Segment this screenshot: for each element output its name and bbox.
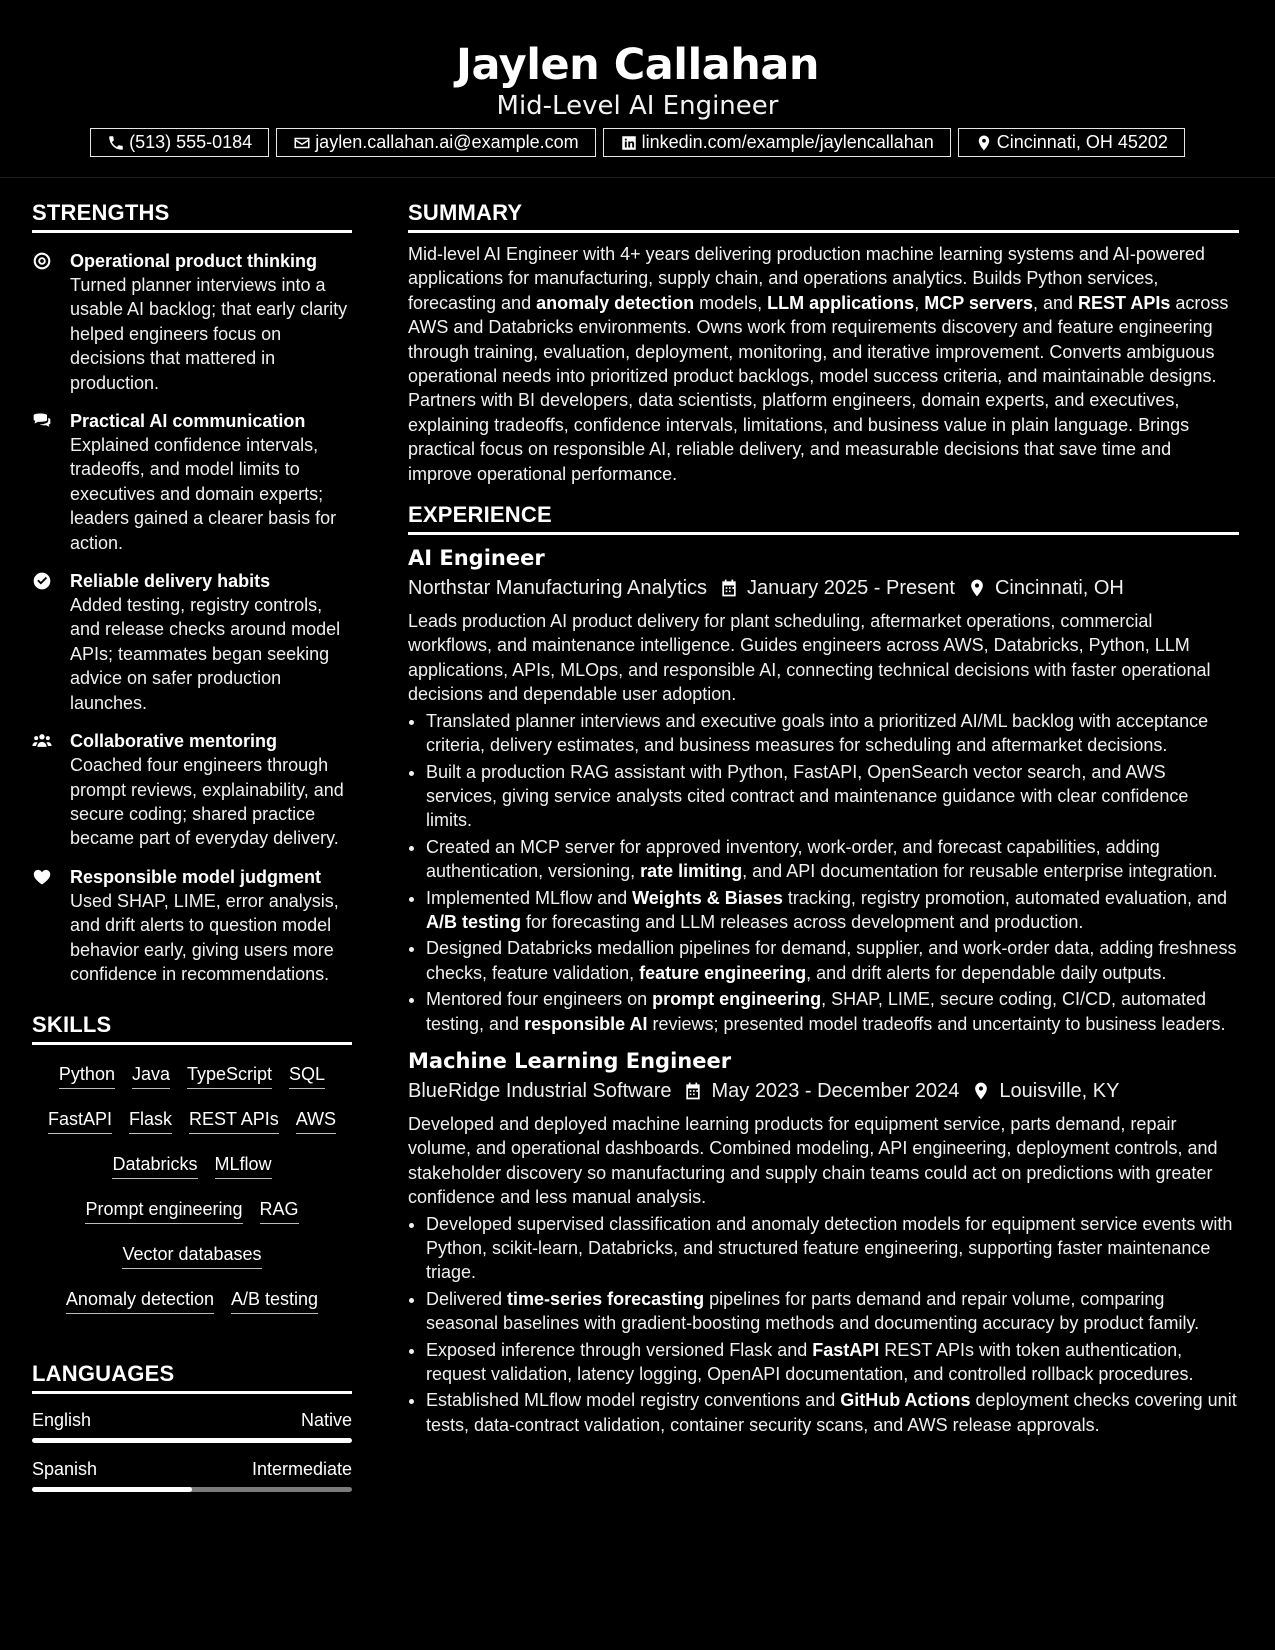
- strength-body: [70, 569, 352, 715]
- bold-text: prompt engineering: [652, 989, 822, 1010]
- job-dates: January 2025 - Present: [747, 577, 955, 600]
- phone-icon: [107, 134, 125, 152]
- email-text: jaylen.callahan.ai@example.com: [315, 132, 579, 152]
- languages-section: [32, 1359, 352, 1492]
- bold-text: REST APIs: [1078, 292, 1171, 313]
- phone-chip[interactable]: [90, 128, 269, 157]
- linkedin-chip[interactable]: [603, 128, 951, 157]
- strength-item: [32, 729, 352, 851]
- target-icon: [32, 251, 52, 271]
- skill-tag: REST APIs: [189, 1108, 279, 1134]
- strength-item: [32, 409, 352, 555]
- skill-tag: RAG: [260, 1198, 299, 1224]
- language-item: [32, 1457, 352, 1492]
- experience-section: [408, 500, 1239, 1437]
- right-column: [408, 198, 1239, 1437]
- job-bullet: • Established MLflow model registry conventions and GitHub Actions deployment checks covering unit tests, data-contract validation, container security scans, and AWS release approvals.: [426, 1388, 1239, 1437]
- strength-body: [70, 409, 352, 555]
- strength-item: [32, 569, 352, 715]
- skill-tag: Java: [132, 1063, 170, 1089]
- candidate-role: Mid-Level AI Engineer: [496, 91, 779, 121]
- language-proficiency-bar: [32, 1487, 352, 1492]
- email-chip[interactable]: [276, 128, 595, 157]
- job-bullets: [408, 1212, 1239, 1438]
- skill-row: [32, 1053, 352, 1098]
- job-bullet: • Implemented MLflow and Weights & Biases tracking, registry promotion, automated evaluation, and A/B testing for forecasting and LLM releases across development and production.: [426, 886, 1239, 935]
- skill-tag: TypeScript: [187, 1063, 272, 1089]
- skill-row: [32, 1188, 352, 1233]
- strength-text: Turned planner interviews into a usable AI backlog; that early clarity helped engineers focus on decisions that mattered in production.: [70, 275, 348, 393]
- job-bullet: • Delivered time-series forecasting pipelines for parts demand and repair volume, comparing seasonal baselines with gradient-boosting methods and documenting accuracy by product family.: [426, 1287, 1239, 1336]
- language-item: [32, 1408, 352, 1443]
- job-bullet: • Exposed inference through versioned Flask and FastAPI REST APIs with token authentication, request validation, latency logging, OpenAPI documentation, and controlled rollback procedures.: [426, 1338, 1239, 1387]
- strengths-section: [32, 198, 352, 986]
- language-name: English: [32, 1410, 92, 1431]
- candidate-name: Jaylen Callahan: [455, 40, 820, 90]
- skill-tag: Flask: [129, 1108, 172, 1134]
- strengths-heading: STRENGTHS: [32, 198, 352, 233]
- job-bullet: • Translated planner interviews and executive goals into a prioritized AI/ML backlog with acceptance criteria, delivery estimates, and business measures for scheduling and aftermarket decisions.: [426, 709, 1239, 758]
- skills-section: [32, 1010, 352, 1323]
- strength-item: [32, 865, 352, 987]
- skill-tag: AWS: [296, 1108, 336, 1134]
- map-pin-icon: [975, 134, 993, 152]
- language-level: Native: [300, 1410, 352, 1431]
- left-column: [32, 198, 352, 1492]
- language-row: [32, 1408, 352, 1432]
- strength-text: Used SHAP, LIME, error analysis, and drift alerts to question model behavior early, giving users more confidence in recommendations.: [70, 890, 339, 984]
- strength-title: Reliable delivery habits: [70, 571, 271, 592]
- users-icon: [32, 731, 52, 751]
- job-meta: [408, 573, 1239, 603]
- job-dates: May 2023 - December 2024: [711, 1079, 960, 1102]
- strength-title: Collaborative mentoring: [70, 731, 278, 752]
- job-bullets: [408, 709, 1239, 1036]
- skill-row: [32, 1143, 352, 1188]
- summary-section: [408, 198, 1239, 486]
- experience-heading: EXPERIENCE: [408, 500, 1239, 535]
- job-bullet: • Mentored four engineers on prompt engineering, SHAP, LIME, secure coding, CI/CD, automated testing, and responsible AI reviews; presented model tradeoffs and uncertainty to business leaders.: [426, 987, 1239, 1036]
- strength-body: [70, 249, 352, 395]
- job-meta: [408, 1076, 1239, 1106]
- job-location: Cincinnati, OH: [994, 577, 1124, 600]
- skill-tag: Prompt engineering: [85, 1198, 242, 1224]
- bold-text: feature engineering: [639, 962, 807, 983]
- job-entry: [408, 1046, 1239, 1437]
- job-bullet: • Designed Databricks medallion pipelines for demand, supplier, and work-order data, adding freshness checks, feature validation, feature engineering, and drift alerts for dependable daily outputs.: [426, 936, 1239, 985]
- skill-tag: Databricks: [112, 1153, 197, 1179]
- skill-tag: MLflow: [215, 1153, 272, 1179]
- bold-text: LLM applications: [767, 292, 915, 313]
- job-company: BlueRidge Industrial Software: [408, 1079, 672, 1102]
- strength-text: Coached four engineers through prompt reviews, explainability, and secure coding; shared practice became part of everyday delivery.: [70, 755, 344, 849]
- skill-row: [32, 1278, 352, 1323]
- languages-heading: LANGUAGES: [32, 1359, 352, 1394]
- envelope-icon: [293, 134, 311, 152]
- bold-text: A/B testing: [426, 911, 522, 932]
- language-row: [32, 1457, 352, 1481]
- map-pin-icon: [971, 1081, 991, 1101]
- skill-tag: FastAPI: [48, 1108, 112, 1134]
- job-description: Leads production AI product delivery for plant scheduling, aftermarket operations, commercial workflows, and maintenance intelligence. Guides engineers across AWS, Databricks, Python, LLM applications, APIs, MLOps, and responsible AI, connecting technical decisions with faster operational decisions and dependable user adoption.: [408, 611, 1211, 705]
- job-title: Machine Learning Engineer: [408, 1048, 732, 1073]
- map-pin-icon: [967, 578, 987, 598]
- job-entry: [408, 543, 1239, 1036]
- skill-row: [32, 1098, 352, 1143]
- job-title: AI Engineer: [408, 546, 545, 571]
- job-location: Louisville, KY: [999, 1079, 1120, 1102]
- linkedin-text: linkedin.com/example/jaylencallahan: [641, 132, 934, 152]
- language-level: Intermediate: [251, 1459, 352, 1480]
- skill-tag: A/B testing: [231, 1288, 318, 1314]
- skill-tag: Anomaly detection: [66, 1288, 214, 1314]
- strength-body: [70, 729, 352, 851]
- bold-text: anomaly detection: [536, 292, 695, 313]
- strength-title: Responsible model judgment: [70, 866, 322, 887]
- language-proficiency-bar: [32, 1438, 352, 1443]
- job-description: Developed and deployed machine learning products for equipment service, parts demand, repair volume, and operational dashboards. Combined modeling, API engineering, deployment controls, and stakeholder discovery so manufacturing and supply chain teams could act on predictions with greater confidence and less manual analysis.: [408, 1113, 1218, 1208]
- linkedin-icon: [620, 134, 638, 152]
- job-bullet: • Built a production RAG assistant with Python, FastAPI, OpenSearch vector search, and AWS services, giving service analysts cited contract and maintenance guidance with clear confidence limits.: [426, 760, 1239, 833]
- bold-text: responsible AI: [524, 1013, 648, 1034]
- bold-text: rate limiting: [640, 861, 743, 882]
- bold-text: MCP servers: [924, 292, 1033, 313]
- skill-tag: Vector databases: [122, 1243, 261, 1269]
- location-chip: [958, 128, 1185, 157]
- strength-item: [32, 249, 352, 395]
- calendar-icon: [683, 1081, 703, 1101]
- strength-body: [70, 865, 352, 987]
- language-proficiency-fill: [32, 1438, 352, 1443]
- skill-row: [32, 1233, 352, 1278]
- strength-title: Operational product thinking: [70, 251, 317, 271]
- chat-icon: [32, 411, 52, 431]
- location-text: Cincinnati, OH 45202: [996, 132, 1168, 152]
- strength-title: Practical AI communication: [70, 411, 306, 432]
- check-circle-icon: [32, 571, 52, 591]
- language-name: Spanish: [32, 1459, 98, 1480]
- strength-text: Added testing, registry controls, and release checks around model APIs; teammates began seeking advice on safer production launches.: [70, 595, 341, 713]
- skill-tag: SQL: [289, 1063, 325, 1089]
- skill-tag: Python: [59, 1063, 115, 1089]
- job-bullet: • Developed supervised classification and anomaly detection models for equipment service events with Python, scikit-learn, Databricks, and structured feature engineering, supporting faster maintenance triage.: [426, 1212, 1239, 1285]
- resume-header: [0, 0, 1275, 178]
- calendar-icon: [719, 578, 739, 598]
- skills-heading: SKILLS: [32, 1010, 352, 1045]
- job-bullet: • Created an MCP server for approved inventory, work-order, and forecast capabilities, adding authentication, versioning, rate limiting, and API documentation for reusable enterprise integration.: [426, 835, 1239, 884]
- bold-text: time-series forecasting: [507, 1288, 705, 1309]
- heart-icon: [32, 867, 52, 887]
- contact-bar: [0, 128, 1275, 157]
- summary-text: Mid-level AI Engineer with 4+ years delivering production machine learning systems and AI-powered applications for manufacturing, supply chain, and operations analytics. Builds Python services, forecasting and anomaly detection models, LLM applications, MCP servers, and REST APIs across AWS and Databricks environments. Owns work from requirements discovery and feature engineering through training, evaluation, deployment, monitoring, and iterative improvement. Converts ambiguous operational needs into prioritized product backlogs, model success criteria, and maintainable designs. Partners with BI developers, data scientists, platform engineers, domain experts, and executives, explaining tradeoffs, confidence intervals, limitations, and business value in plain language. Brings practical focus on responsible AI, reliable delivery, and measurable decisions that save time and improve operational performance.: [408, 244, 1229, 484]
- language-proficiency-fill: [32, 1487, 192, 1492]
- bold-text: FastAPI: [812, 1339, 880, 1360]
- phone-text: (513) 555-0184: [129, 132, 253, 152]
- summary-heading: SUMMARY: [408, 198, 1239, 233]
- bold-text: Weights & Biases: [632, 887, 783, 908]
- job-company: Northstar Manufacturing Analytics: [408, 577, 708, 600]
- strength-text: Explained confidence intervals, tradeoffs, and model limits to executives and domain experts; leaders gained a clearer basis for action.: [70, 435, 337, 553]
- bold-text: GitHub Actions: [840, 1390, 971, 1411]
